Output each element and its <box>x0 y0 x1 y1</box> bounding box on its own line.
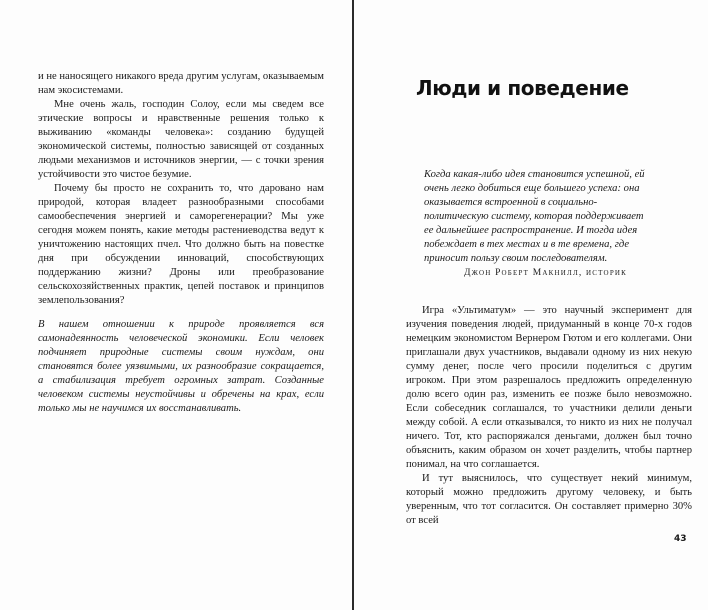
left-paragraph-1: и не наносящего никакого вреда другим услугам, оказываемым нам экосистемами. <box>38 71 324 96</box>
page-gutter-line <box>352 0 354 610</box>
right-paragraph-1: Игра «Ультиматум» — это научный эксперимент для изучения поведения людей, придуманный в конце 70-х годов немецким экономистом Вернером Гютом и его коллегами. Они приглашали двух участников, выдавали одному из них некую сумму денег, после чего просили поделиться с другим игроком. При этом разрешалось предложить определенную долю всего один раз, изменить ее позже было невозможно. Если собеседник соглашался, то участники делили деньги между собой. А если отказывался, то никто из них не получал ничего. Тот, кто распоряжался деньгами, должен был точно объяснить, каким образом он хочет разделить, чтобы партнер понимал, на что соглашается. <box>406 305 692 470</box>
right-page-text <box>406 304 692 528</box>
left-paragraph-3: Почему бы просто не сохранить то, что даровано нам природой, которая владеет разнообразными способами самообеспечения энергией и саморегенерации? Мы уже сегодня можем понять, какие методы растениеводства ведут к уничтожению настоящих пчел. Что должно быть на повестке дня при обсуждении инноваций, способствующих поддержанию жизни? Дроны или преобразование сельскохозяйственных практик, цепей поставок и принципов землепользования? <box>38 183 324 306</box>
left-page-text <box>38 70 324 416</box>
page-number: 43 <box>674 534 687 544</box>
right-paragraph-2: И тут выяснилось, что существует некий минимум, который можно предложить другому человеку, и быть уверенным, что тот согласится. Он составляет примерно 30% от всей <box>406 473 692 526</box>
epigraph-author: Джон Роберт Макнилл, историк <box>464 268 628 278</box>
epigraph-quote: Когда какая-либо идея становится успешной, ей очень легко добиться еще большего успеха: она оказывается встроенной в социально-политическую систему, которая поддерживает ее дальнейшее распространение. И тогда идея побеждает в тех местах и в те времена, где приносит пользу своим последователям. <box>424 169 645 264</box>
chapter-title: Люди и поведение <box>416 76 629 100</box>
left-italic-summary: В нашем отношении к природе проявляется вся самонадеянность человеческой экономики. Если человек подчиняет природные системы своим нуждам, они становятся более уязвимыми, их разнообразие сокращается, а стабилизация требует огромных затрат. Созданные человеком системы неустойчивы и обречены на крах, если только мы не научимся их восстанавливать. <box>38 319 324 414</box>
left-paragraph-2: Мне очень жаль, господин Солоу, если мы сведем все этические вопросы и нравственные решения только к выживанию «команды человека»: созданию будущей экономической системы, полностью зависящей от созданных людьми механизмов и источников энергии, — с точки зрения устойчивости это чистое безумие. <box>38 99 324 180</box>
